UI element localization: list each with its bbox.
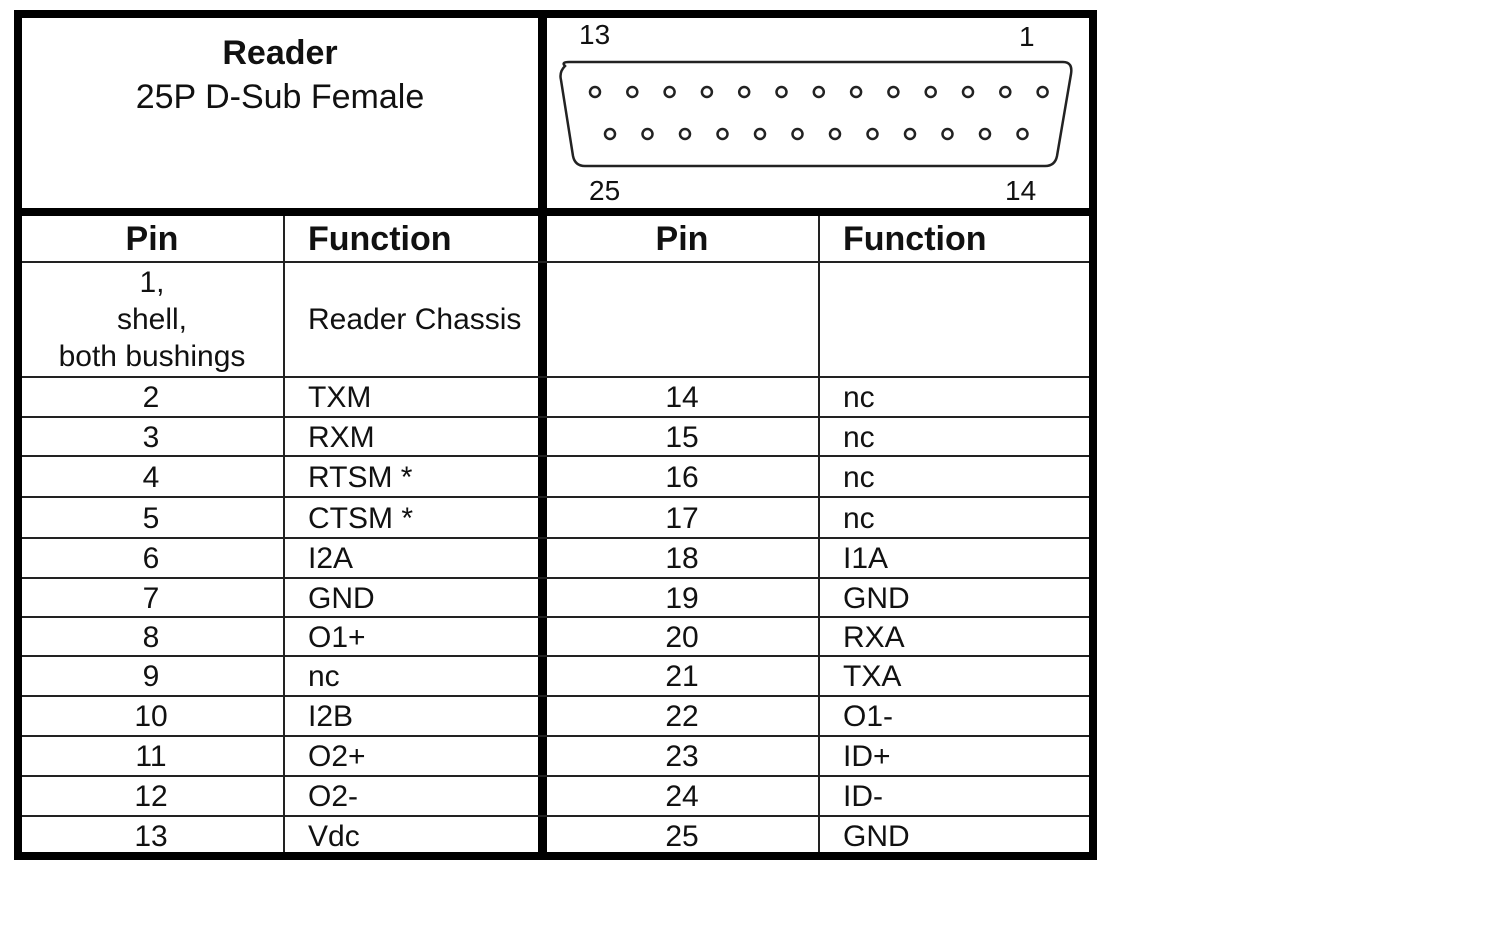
row-divider [22,496,1089,498]
left-pin-number: 8 [142,620,160,654]
column-divider [283,216,285,852]
pin-socket [643,129,653,139]
left-pin-function: I2B [308,700,354,733]
row-divider [22,537,1089,539]
pin-socket [777,87,787,97]
left-pin-number: 9 [142,660,160,693]
right-pin-function: GND [843,820,910,853]
pin-socket [755,129,765,139]
right-pin-function: nc [843,460,875,494]
left-pin-function: TXM [308,381,372,414]
row-divider [22,735,1089,737]
right-pin-function: TXA [843,660,902,693]
left-pin-function: nc [308,660,340,693]
pin-socket [1000,87,1010,97]
left-pin-number: 13 [134,820,168,853]
left-pin-function: O2+ [308,740,366,773]
pin-socket [627,87,637,97]
right-pin-number: 20 [665,620,699,654]
left-pin-function: Vdc [308,820,360,853]
bottom-pin-row [605,129,1028,139]
left-pin-function: O2- [308,780,359,813]
right-pin-number: 18 [665,542,699,575]
header-divider [14,208,1097,216]
left-pin-function: CTSM * [308,501,413,535]
left-pin-number: 4 [142,460,160,494]
pin-socket [926,87,936,97]
pin-socket [718,129,728,139]
header-left-pin: Pin [125,220,179,258]
pin-socket [963,87,973,97]
row-divider [22,261,1089,263]
right-pin-number: 23 [665,740,699,773]
left-pin-function: GND [308,581,375,615]
right-pin-number: 25 [665,820,699,853]
connector-outline [561,62,1072,166]
left-pin-number: 6 [142,542,160,575]
header-right-pin: Pin [655,220,709,258]
pin-socket [702,87,712,97]
right-pin-number: 17 [665,501,699,535]
left-pin-function: O1+ [308,620,366,654]
left-pin-number: 2 [142,381,160,414]
right-pin-function: nc [843,381,875,414]
pin-socket [680,129,690,139]
pin-socket [830,129,840,139]
pin-socket [739,87,749,97]
pin-socket [590,87,600,97]
row-divider [22,616,1089,618]
left-pin-number: 7 [142,581,160,615]
dsub-connector-diagram [547,18,1089,208]
pin-socket [851,87,861,97]
row-divider [22,815,1089,817]
left-pin-number: 3 [142,420,160,454]
title-block [22,18,538,208]
first-row-pin-line-3: both bushings [58,340,246,373]
top-pin-row [590,87,1048,97]
right-pin-function: RXA [843,620,905,654]
right-pin-function: ID- [843,780,883,813]
pin-socket [1038,87,1048,97]
pin-socket [1018,129,1028,139]
right-pin-function: O1- [843,700,894,733]
first-row-pin-line-2: shell, [116,303,188,336]
left-pin-number: 10 [134,700,168,733]
title-connector-type: 25P D-Sub Female [135,78,425,116]
pin-socket [814,87,824,97]
row-divider [22,376,1089,378]
pin-socket [868,129,878,139]
left-pin-number: 12 [134,780,168,813]
pin-socket [605,129,615,139]
row-divider [22,775,1089,777]
right-pin-number: 19 [665,581,699,615]
pin-socket [980,129,990,139]
left-pin-function: RXM [308,420,375,454]
row-divider [22,577,1089,579]
header-left-function: Function [308,220,452,258]
right-pin-function: nc [843,501,875,535]
left-pin-function: I2A [308,542,354,575]
right-pin-number: 21 [665,660,699,693]
row-divider [22,416,1089,418]
column-divider [818,216,820,852]
row-divider [22,695,1089,697]
left-pin-number: 5 [142,501,160,535]
pin-label-25: 25 [589,175,621,206]
right-pin-function: ID+ [843,740,891,773]
right-pin-number: 22 [665,700,699,733]
pin-socket [888,87,898,97]
first-row-function: Reader Chassis [308,303,522,336]
right-pin-number: 15 [665,420,699,454]
row-divider [22,455,1089,457]
pin-socket [943,129,953,139]
pin-socket [793,129,803,139]
title-reader: Reader [222,34,338,72]
right-pin-number: 24 [665,780,699,813]
pin-label-1: 1 [1019,21,1035,52]
pin-socket [665,87,675,97]
left-pin-function: RTSM * [308,460,413,494]
right-pin-function: nc [843,420,875,454]
pin-label-14: 14 [1005,175,1037,206]
left-pin-number: 11 [135,740,167,773]
pin-label-13: 13 [579,19,611,50]
row-divider [22,655,1089,657]
header-right-function: Function [843,220,987,258]
first-row-pin-line-1: 1, [139,266,165,299]
pinout-table [22,216,1089,852]
right-pin-function: GND [843,581,910,615]
right-pin-number: 16 [665,460,699,494]
right-pin-function: I1A [843,542,889,575]
pin-socket [905,129,915,139]
right-pin-number: 14 [665,381,699,414]
